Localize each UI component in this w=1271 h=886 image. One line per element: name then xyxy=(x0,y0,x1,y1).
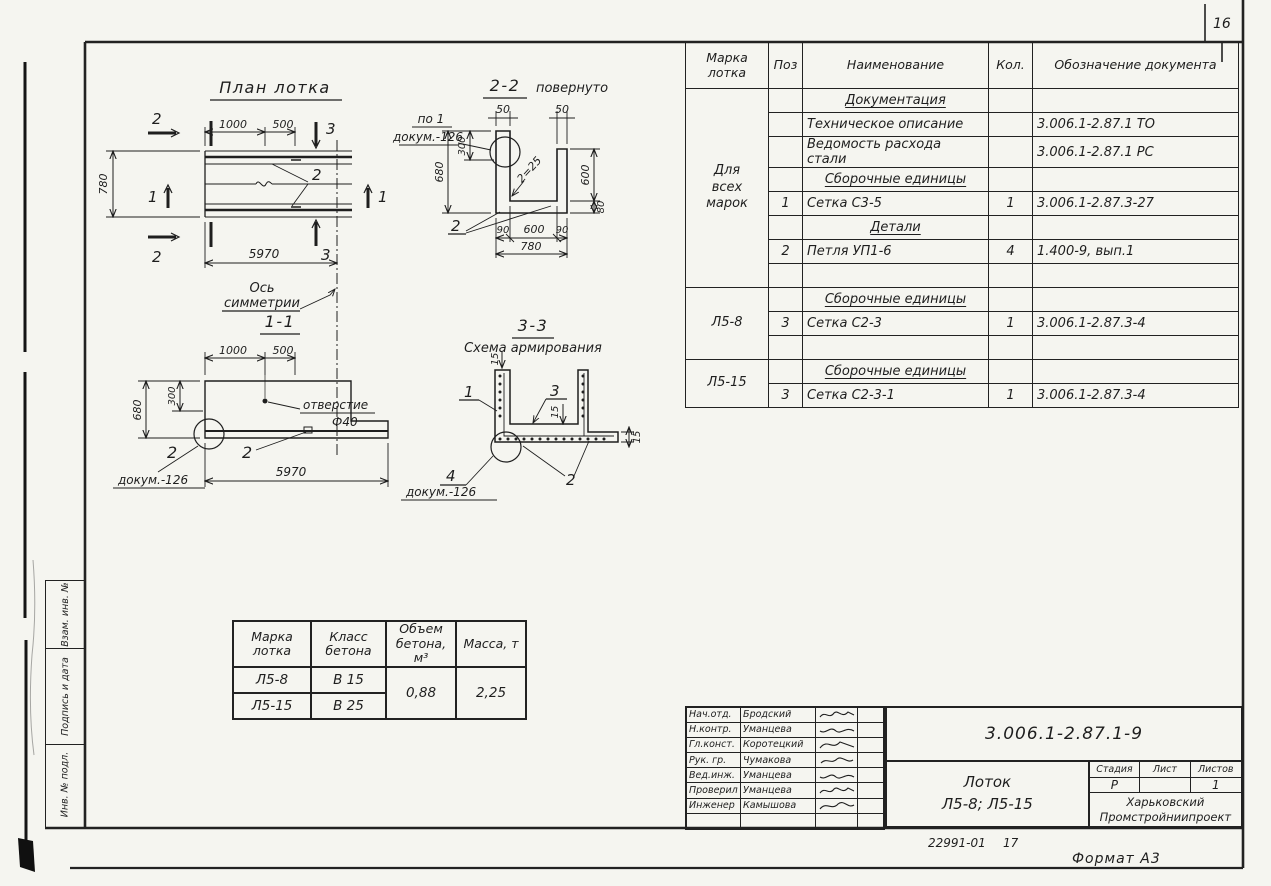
corner-sheet-number: 16 xyxy=(1213,16,1231,32)
document-number: 3.006.1-2.87.1-9 xyxy=(887,708,1241,762)
table-row xyxy=(686,240,1239,264)
mat-grade: В 25 xyxy=(311,693,386,719)
signature-cell xyxy=(815,813,857,828)
sheet-value xyxy=(1140,778,1190,793)
spec-name: Ведомость расхода стали xyxy=(803,137,989,168)
spec-qty xyxy=(989,216,1033,240)
spec-doc: 3.006.1-2.87.3-27 xyxy=(1033,192,1239,216)
spec-qty xyxy=(989,113,1033,137)
table-row xyxy=(686,89,1239,113)
materials-table xyxy=(232,620,527,720)
sec11-dim-1000: 1000 xyxy=(219,344,247,357)
spec-name: Детали xyxy=(803,216,989,240)
signature-mark xyxy=(815,783,857,798)
spec-doc: 1.400-9, вып.1 xyxy=(1033,240,1239,264)
table-row xyxy=(686,312,1239,336)
sec33-dim-15-right: 15 xyxy=(632,430,643,444)
spec-name: Сборочные единицы xyxy=(803,288,989,312)
spec-doc: 3.006.1-2.87.3-4 xyxy=(1033,384,1239,408)
spec-mark-group: Для всех марок xyxy=(686,89,769,288)
spec-qty: 1 xyxy=(989,192,1033,216)
sec11-hole-line2: Ф40 xyxy=(332,415,358,429)
plan-dim-780: 780 xyxy=(97,173,110,195)
spec-qty xyxy=(989,288,1033,312)
spec-name: Сборочные единицы xyxy=(803,360,989,384)
spec-doc xyxy=(1033,360,1239,384)
signature-mark xyxy=(815,707,857,722)
specification-table xyxy=(685,42,1239,408)
footer-sheet: 17 xyxy=(1003,836,1019,850)
date-cell xyxy=(858,768,884,783)
sec33-callout-4: 4 xyxy=(446,467,456,485)
sec22-note-line1: по 1 xyxy=(417,112,445,126)
spec-doc xyxy=(1033,168,1239,192)
section-3-3-drawing xyxy=(401,316,643,500)
margin-stamp-strip xyxy=(45,580,85,828)
date-cell xyxy=(858,737,884,752)
title-block-names xyxy=(685,706,885,830)
stage-header: Стадия xyxy=(1090,762,1140,778)
spec-poz: 3 xyxy=(769,384,803,408)
sec11-dim-500: 500 xyxy=(272,344,294,357)
date-cell xyxy=(858,783,884,798)
date-cell xyxy=(858,753,884,768)
table-row xyxy=(686,722,884,737)
plan-axis-line1: Ось xyxy=(249,281,275,296)
name-cell: Уманцева xyxy=(741,768,816,783)
plan-dim-5970: 5970 xyxy=(248,247,280,261)
signature-mark xyxy=(815,737,857,752)
spec-name xyxy=(803,264,989,288)
section-1-1-drawing xyxy=(113,312,388,488)
plan-callout-2: 2 xyxy=(312,166,322,184)
role-cell: Инженер xyxy=(686,798,741,813)
spec-qty xyxy=(989,89,1033,113)
sec22-title: 2-2 xyxy=(489,76,521,95)
mat-header-mass: Масса, т xyxy=(456,621,526,667)
stamp-label: Инв. № подл. xyxy=(59,751,71,817)
spec-qty xyxy=(989,168,1033,192)
sec22-callout-2: 2 xyxy=(451,217,461,235)
table-row xyxy=(686,737,884,752)
name-cell: Бродский xyxy=(741,707,816,722)
spec-doc: 3.006.1-2.87.1 РС xyxy=(1033,137,1239,168)
spec-poz xyxy=(769,113,803,137)
sec33-callout-1: 1 xyxy=(464,383,474,401)
table-row xyxy=(686,137,1239,168)
spec-name: Сетка С2-3-1 xyxy=(803,384,989,408)
plan-mark-3-top: 3 xyxy=(326,120,336,138)
mat-mark: Л5-15 xyxy=(233,693,311,719)
spec-name: Сетка С2-3 xyxy=(803,312,989,336)
mat-mark: Л5-8 xyxy=(233,667,311,693)
sec11-note: докум.-126 xyxy=(118,473,189,487)
spec-poz xyxy=(769,168,803,192)
sec22-dim-90-left: 90 xyxy=(496,225,510,236)
table-row xyxy=(686,264,1239,288)
plan-mark-2-top: 2 xyxy=(152,110,162,128)
table-row xyxy=(686,768,884,783)
spec-name: Техническое описание xyxy=(803,113,989,137)
org-line1: Харьковский xyxy=(1126,795,1205,810)
sec22-dim-600: 600 xyxy=(579,164,592,186)
table-row xyxy=(686,813,884,828)
date-cell xyxy=(858,722,884,737)
spec-poz xyxy=(769,288,803,312)
sec22-subtitle: повернуто xyxy=(535,81,609,96)
title-block-right xyxy=(885,706,1243,828)
spec-qty xyxy=(989,336,1033,360)
product-line1: Лоток xyxy=(963,773,1012,792)
sec11-callout-2-left: 2 xyxy=(167,443,179,462)
spec-header-doc: Обозначение документа xyxy=(1033,43,1239,89)
table-row xyxy=(686,192,1239,216)
name-cell: Уманцева xyxy=(741,722,816,737)
sec22-dim-600b: 600 xyxy=(523,223,545,236)
spec-qty xyxy=(989,137,1033,168)
spec-doc: 3.006.1-2.87.1 ТО xyxy=(1033,113,1239,137)
spec-poz: 1 xyxy=(769,192,803,216)
sec33-dim-15-top: 15 xyxy=(490,352,501,366)
spec-doc xyxy=(1033,336,1239,360)
materials-header-row xyxy=(233,621,526,667)
plan-mark-3-bottom: 3 xyxy=(321,246,331,264)
sec22-dim-300: 300 xyxy=(457,136,468,156)
spec-qty xyxy=(989,360,1033,384)
spec-doc xyxy=(1033,216,1239,240)
role-cell: Проверил xyxy=(686,783,741,798)
format-label: Формат А3 xyxy=(1072,851,1161,867)
signature-mark xyxy=(815,753,857,768)
table-row xyxy=(686,360,1239,384)
spec-doc xyxy=(1033,264,1239,288)
name-cell: Камышова xyxy=(741,798,816,813)
sec33-callout-3: 3 xyxy=(550,382,560,400)
section-2-2-drawing xyxy=(392,76,608,258)
scan-artifacts xyxy=(18,62,35,872)
stamp-cell xyxy=(46,649,84,745)
role-cell: Вед.инж. xyxy=(686,768,741,783)
sec22-dim-50-left: 50 xyxy=(496,103,510,116)
mat-header-mark: Марка лотка xyxy=(233,621,311,667)
sec22-dim-50-right: 50 xyxy=(555,103,569,116)
signature-mark xyxy=(815,798,857,813)
name-cell xyxy=(741,813,816,828)
stamp-label: Взам. инв. № xyxy=(59,582,71,647)
signature-mark xyxy=(815,768,857,783)
spec-mark-group: Л5-15 xyxy=(686,360,769,408)
name-cell: Уманцева xyxy=(741,783,816,798)
sec22-diag-note: 2=25 xyxy=(514,154,545,186)
spec-poz: 2 xyxy=(769,240,803,264)
date-cell xyxy=(858,798,884,813)
product-title xyxy=(887,762,1090,826)
spec-name: Сетка С3-5 xyxy=(803,192,989,216)
spec-poz xyxy=(769,360,803,384)
spec-doc xyxy=(1033,89,1239,113)
spec-name xyxy=(803,336,989,360)
sheet-header: Лист xyxy=(1140,762,1190,778)
stamp-cell xyxy=(46,581,84,649)
spec-header-mark: Марка лотка xyxy=(686,43,769,89)
organization-name xyxy=(1090,793,1241,826)
sec33-note: докум.-126 xyxy=(406,485,477,499)
sec33-dim-15-inner: 15 xyxy=(550,405,561,419)
sec33-subtitle: Схема армирования xyxy=(464,341,602,356)
plan-dim-1000: 1000 xyxy=(219,118,247,131)
sec22-note-line2: докум.-126 xyxy=(392,130,464,144)
signature-mark xyxy=(815,722,857,737)
plan-dim-500: 500 xyxy=(272,118,294,131)
stage-value: Р xyxy=(1090,778,1140,793)
sheets-header: Листов xyxy=(1191,762,1241,778)
product-line2: Л5-8; Л5-15 xyxy=(941,795,1033,813)
stage-block xyxy=(1090,762,1241,826)
spec-qty: 1 xyxy=(989,312,1033,336)
table-row xyxy=(686,753,884,768)
table-row xyxy=(686,113,1239,137)
role-cell: Рук. гр. xyxy=(686,753,741,768)
table-row xyxy=(686,216,1239,240)
plan-axis-line2: симметрии xyxy=(224,296,300,311)
date-cell xyxy=(858,707,884,722)
table-row xyxy=(686,783,884,798)
spec-doc: 3.006.1-2.87.3-4 xyxy=(1033,312,1239,336)
sec33-title: 3-3 xyxy=(517,316,549,335)
footer-code: 22991-01 xyxy=(928,836,986,850)
table-row xyxy=(686,168,1239,192)
sec11-title: 1-1 xyxy=(264,312,296,331)
sheets-value: 1 xyxy=(1191,778,1241,793)
plan-mark-2-bottom: 2 xyxy=(152,248,162,266)
mat-grade: В 15 xyxy=(311,667,386,693)
stamp-cell xyxy=(46,745,84,823)
table-row xyxy=(686,336,1239,360)
sec11-hole-line1: отверстие xyxy=(303,398,369,412)
table-row xyxy=(686,288,1239,312)
spec-poz: 3 xyxy=(769,312,803,336)
mat-volume: 0,88 xyxy=(386,667,456,719)
plan-title: План лотка xyxy=(219,78,331,97)
sec11-dim-680: 680 xyxy=(131,399,144,421)
sec22-dim-780: 780 xyxy=(520,240,542,253)
plan-mark-1-right: 1 xyxy=(378,188,388,206)
spec-doc xyxy=(1033,288,1239,312)
role-cell xyxy=(686,813,741,828)
spec-header-name: Наименование xyxy=(803,43,989,89)
mat-mass: 2,25 xyxy=(456,667,526,719)
mat-header-volume: Объем бетона, м³ xyxy=(386,621,456,667)
spec-poz xyxy=(769,336,803,360)
role-cell: Нач.отд. xyxy=(686,707,741,722)
spec-poz xyxy=(769,137,803,168)
table-row xyxy=(686,707,884,722)
spec-name: Сборочные единицы xyxy=(803,168,989,192)
table-row xyxy=(686,798,884,813)
sec22-dim-680: 680 xyxy=(433,161,446,183)
spec-qty: 4 xyxy=(989,240,1033,264)
spec-poz xyxy=(769,264,803,288)
sec22-dim-80: 80 xyxy=(596,200,607,214)
stamp-label: Подпись и дата xyxy=(59,657,71,736)
sec11-callout-2-right: 2 xyxy=(242,443,254,462)
table-row xyxy=(686,384,1239,408)
spec-qty xyxy=(989,264,1033,288)
spec-qty: 1 xyxy=(989,384,1033,408)
sec11-dim-5970: 5970 xyxy=(275,465,307,479)
spec-name: Петля УП1-6 xyxy=(803,240,989,264)
spec-name: Документация xyxy=(803,89,989,113)
role-cell: Гл.конст. xyxy=(686,737,741,752)
spec-mark-group: Л5-8 xyxy=(686,288,769,360)
spec-header-row xyxy=(686,43,1239,89)
spec-header-qty: Кол. xyxy=(989,43,1033,89)
spec-poz xyxy=(769,89,803,113)
org-line2: Промстройниипроект xyxy=(1099,809,1232,824)
table-row xyxy=(233,667,526,693)
role-cell: Н.контр. xyxy=(686,722,741,737)
mat-header-grade: Класс бетона xyxy=(311,621,386,667)
sec33-callout-2: 2 xyxy=(566,471,576,489)
spec-header-poz: Поз xyxy=(769,43,803,89)
sec11-dim-300: 300 xyxy=(167,386,178,406)
name-cell: Чумакова xyxy=(741,753,816,768)
spec-poz xyxy=(769,216,803,240)
name-cell: Коротецкий xyxy=(741,737,816,752)
date-cell xyxy=(858,813,884,828)
sec22-dim-90-right: 90 xyxy=(555,225,569,236)
plan-mark-1-left: 1 xyxy=(148,188,158,206)
